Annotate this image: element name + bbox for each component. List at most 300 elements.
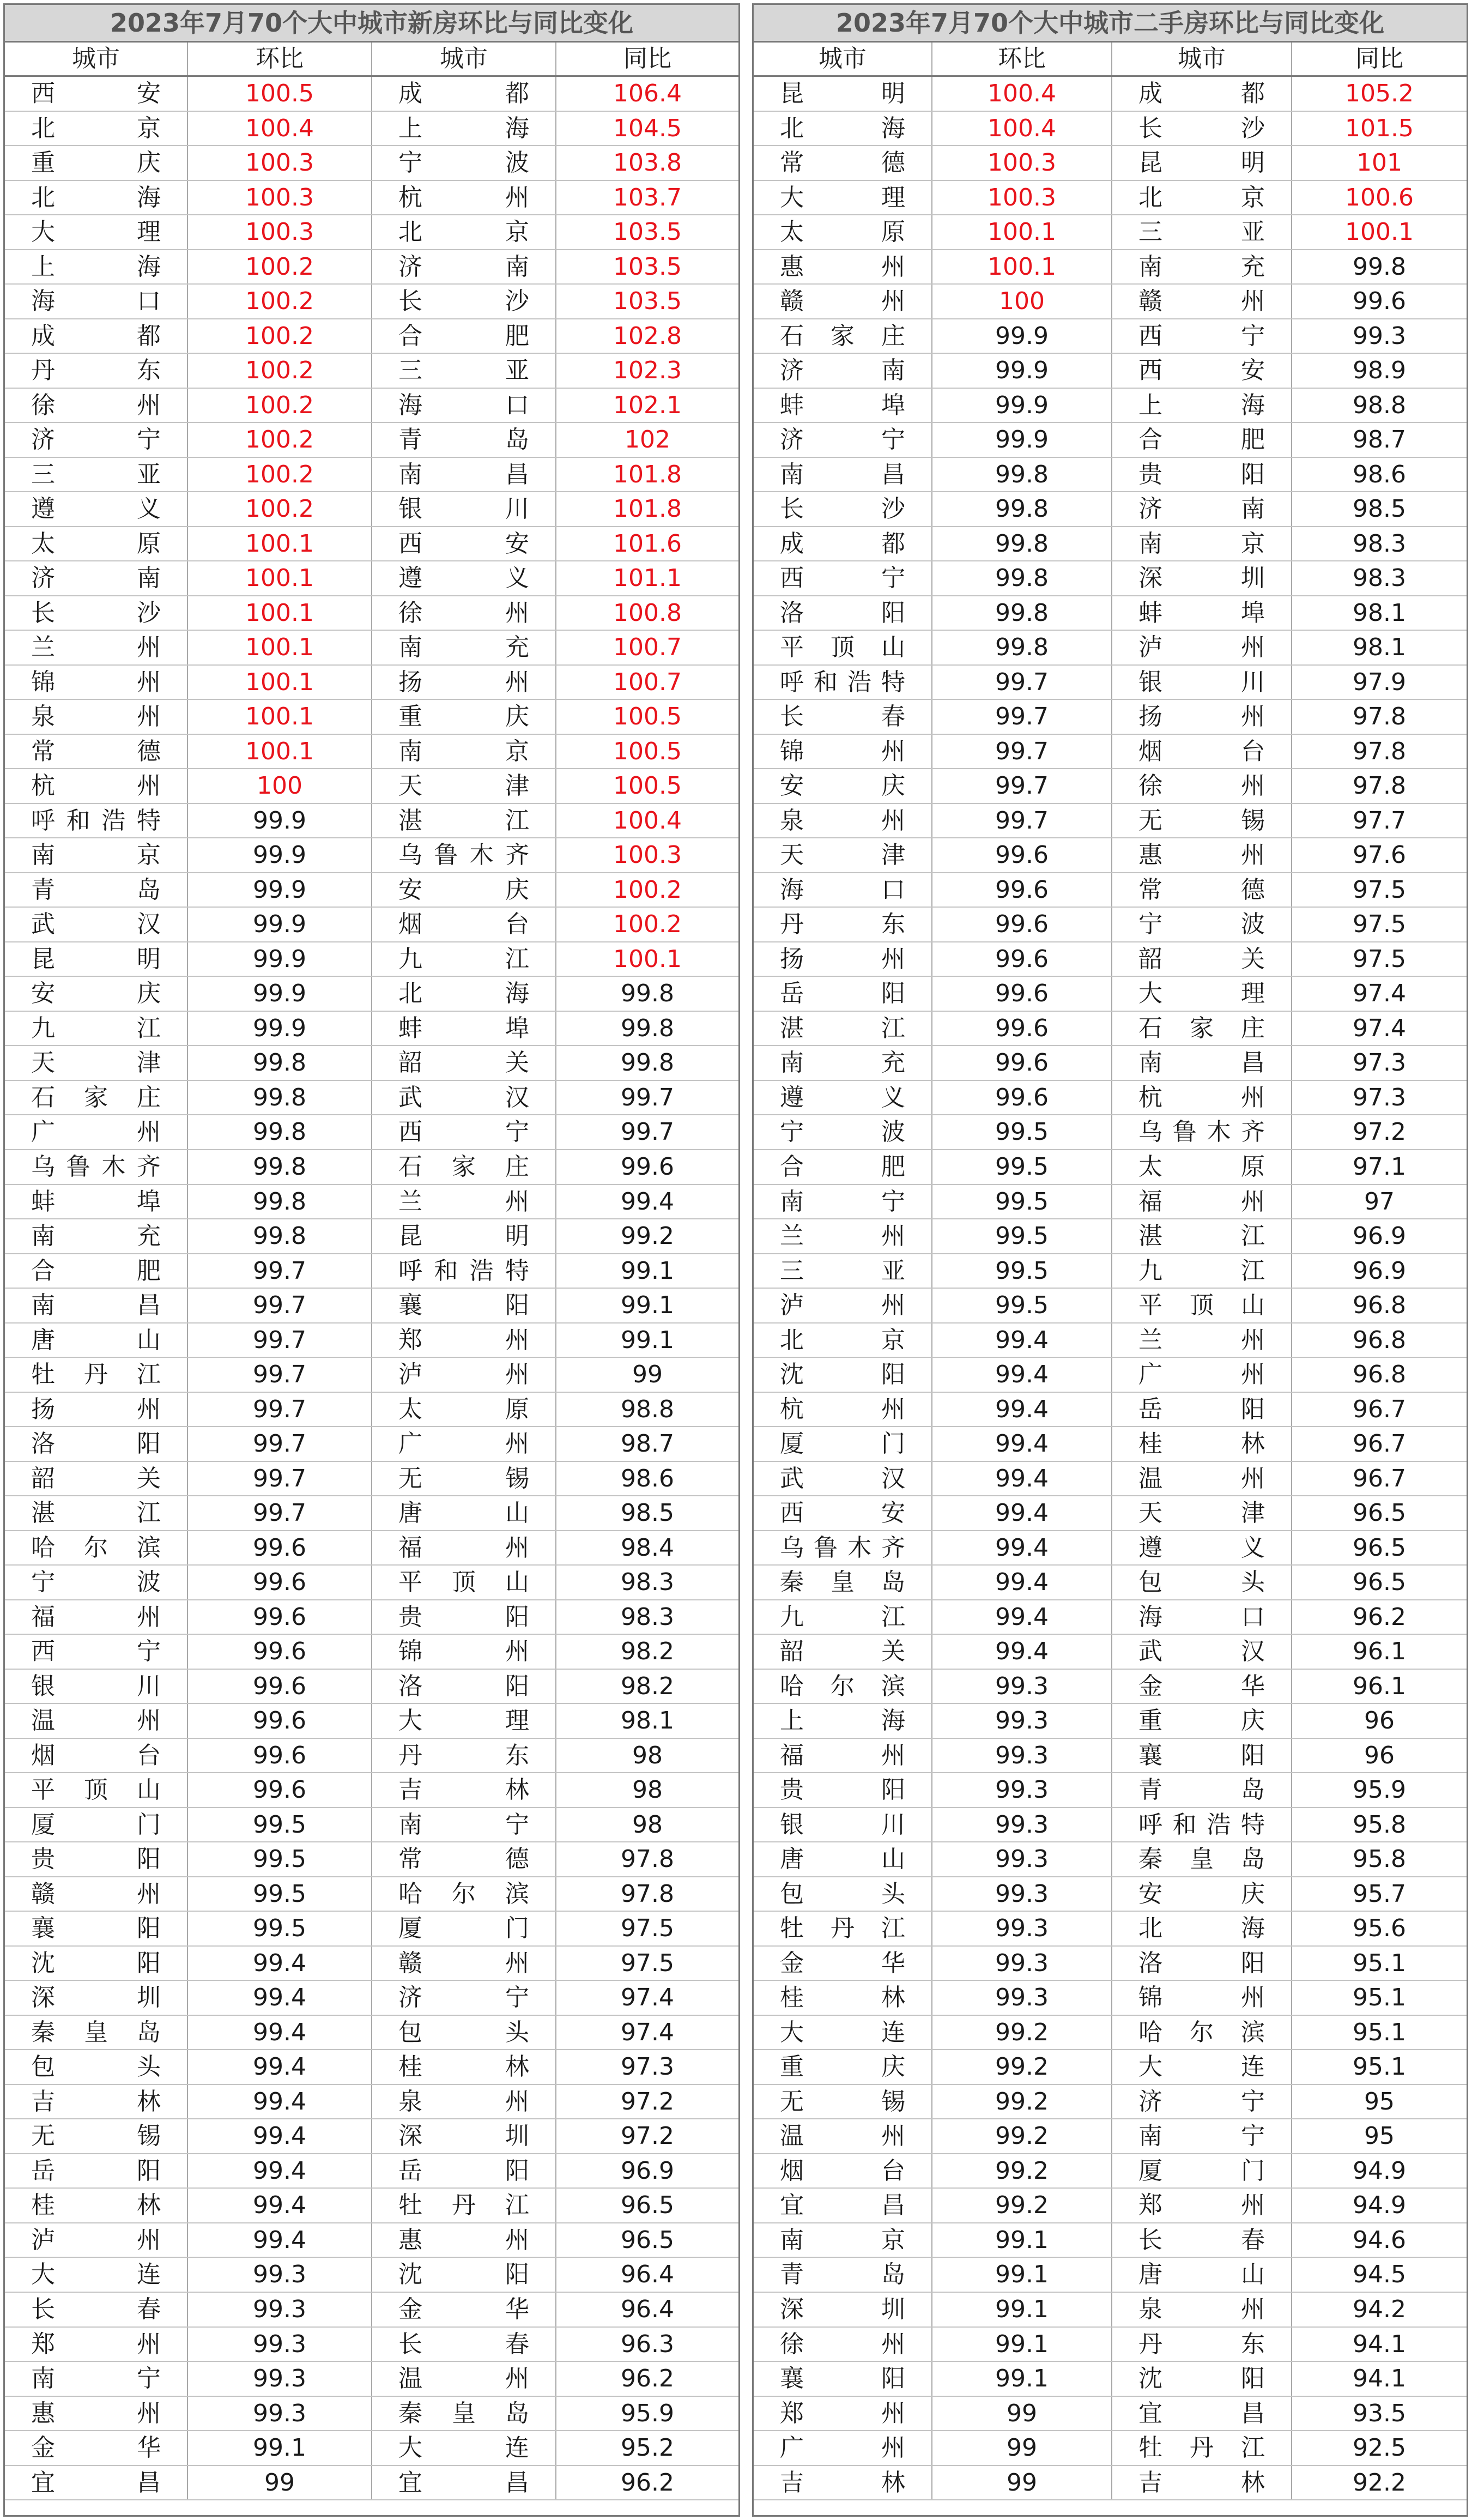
yoy-value-cell: 99.8 [621,980,674,1008]
mom-value-cell: 100.1 [932,215,1112,249]
city-mom-cell: 重庆 [5,146,188,180]
city-yoy-cell: 上海 [1112,389,1292,422]
yoy-value-cell: 98.4 [621,1533,674,1562]
city-mom-cell: 成都 [5,319,188,353]
city-yoy-cell: 安庆 [372,873,556,907]
city-mom-cell: 遵义 [5,492,188,526]
yoy-value-cell: 103.8 [613,149,682,177]
city-yoy-cell: 石家庄 [372,1150,556,1184]
city-mom-cell: 襄阳 [754,2362,932,2396]
header-mom: 环比 [188,43,372,75]
table-row [754,1877,1467,1912]
city-mom-cell: 洛阳 [5,1427,188,1461]
new-home-header-row [5,43,738,77]
city-yoy-cell: 兰州 [372,1185,556,1219]
mom-value-cell: 99.6 [932,1012,1112,1046]
city-mom-cell: 福州 [5,1600,188,1634]
city-yoy-cell: 湛江 [1112,1219,1292,1253]
city-mom-cell: 长春 [5,2293,188,2326]
mom-value-cell: 99.7 [932,666,1112,699]
yoy-value-cell: 92.5 [1353,2434,1406,2462]
city-yoy-cell: 合肥 [1112,423,1292,457]
table-row [5,1981,738,2016]
table-row [754,492,1467,527]
mom-value-cell: 99.6 [188,1704,372,1738]
yoy-value-cell: 97 [1364,1187,1395,1216]
city-mom-cell: 石家庄 [5,1081,188,1115]
table-row [5,2293,738,2328]
table-row [5,1462,738,1497]
yoy-value-cell: 102.8 [613,322,682,350]
city-yoy-cell: 济宁 [1112,2085,1292,2119]
table-row [5,1947,738,1981]
city-yoy-cell: 济南 [1112,492,1292,526]
city-yoy-cell: 岳阳 [372,2154,556,2188]
city-yoy-cell: 温州 [1112,1462,1292,1496]
city-yoy-cell: 杭州 [1112,1081,1292,1115]
yoy-value-cell: 99.4 [621,1187,674,1216]
mom-value-cell: 99.4 [932,1358,1112,1392]
city-yoy-cell: 徐州 [1112,769,1292,803]
mom-value-cell: 99.3 [932,1947,1112,1980]
mom-value-cell: 99.9 [932,354,1112,388]
table-row [5,873,738,908]
city-mom-cell: 锦州 [754,735,932,769]
yoy-value-cell: 97.6 [1353,841,1406,869]
city-yoy-cell: 韶关 [372,1046,556,1080]
yoy-value-cell: 95.1 [1353,2053,1406,2081]
yoy-value-cell: 99.6 [1353,287,1406,316]
city-mom-cell: 唐山 [754,1842,932,1876]
mom-value-cell: 99.4 [932,1566,1112,1599]
mom-value-cell: 99.3 [932,1773,1112,1807]
city-mom-cell: 郑州 [5,2328,188,2361]
city-mom-cell: 南宁 [5,2362,188,2396]
city-yoy-cell: 九江 [1112,1254,1292,1288]
city-mom-cell: 赣州 [754,285,932,318]
city-yoy-cell: 宜昌 [1112,2397,1292,2431]
city-yoy-cell: 乌鲁木齐 [1112,1115,1292,1149]
yoy-value-cell: 98.2 [621,1637,674,1666]
table-row [5,700,738,735]
table-row [5,1842,738,1877]
yoy-value-cell: 97.2 [621,2122,674,2150]
table-row [754,908,1467,942]
city-yoy-cell: 长春 [1112,2223,1292,2257]
city-yoy-cell: 贵阳 [1112,458,1292,492]
yoy-value-cell: 102.3 [613,356,682,385]
yoy-value-cell: 95 [1364,2087,1395,2116]
table-row [754,1566,1467,1600]
city-yoy-cell: 安庆 [1112,1877,1292,1911]
yoy-value-cell: 96.5 [621,2226,674,2254]
city-mom-cell: 金华 [754,1947,932,1980]
city-mom-cell: 哈尔滨 [5,1531,188,1565]
city-mom-cell: 长沙 [5,596,188,630]
mom-value-cell: 99.9 [188,804,372,838]
mom-value-cell: 99.5 [932,1254,1112,1288]
yoy-value-cell: 101.5 [1345,114,1414,142]
mom-value-cell: 99.3 [932,1981,1112,2015]
header-mom: 环比 [932,43,1112,75]
mom-value-cell: 99.8 [932,492,1112,526]
second-hand-body [754,77,1467,2500]
yoy-value-cell: 97.4 [1353,1014,1406,1042]
city-yoy-cell: 乌鲁木齐 [372,838,556,872]
city-yoy-cell: 南昌 [1112,1046,1292,1080]
mom-value-cell: 99.4 [932,1462,1112,1496]
table-row [5,1773,738,1808]
header-city-mom: 城市 [754,43,932,75]
table-row [754,1496,1467,1531]
table-row [754,977,1467,1012]
city-mom-cell: 湛江 [754,1012,932,1046]
city-yoy-cell: 太原 [1112,1150,1292,1184]
mom-value-cell: 99.4 [932,1427,1112,1461]
city-mom-cell: 九江 [5,1012,188,1046]
yoy-value-cell: 96.9 [1353,1256,1406,1285]
table-row [754,1081,1467,1116]
city-yoy-cell: 济南 [372,250,556,284]
city-mom-cell: 银川 [754,1808,932,1842]
city-mom-cell: 南宁 [754,1185,932,1219]
city-yoy-cell: 金华 [372,2293,556,2326]
mom-value-cell: 99.4 [188,1947,372,1980]
yoy-value-cell: 98.9 [1353,356,1406,385]
table-row [754,735,1467,770]
yoy-value-cell: 96.5 [1353,1499,1406,1527]
city-mom-cell: 无锡 [5,2119,188,2153]
table-row [754,1600,1467,1635]
city-mom-cell: 惠州 [754,250,932,284]
city-yoy-cell: 哈尔滨 [1112,2016,1292,2050]
mom-value-cell: 99.2 [932,2050,1112,2084]
table-row [754,1635,1467,1670]
yoy-value-cell: 95.9 [621,2399,674,2427]
city-yoy-cell: 重庆 [372,700,556,734]
table-row [5,2362,738,2397]
table-row [5,1324,738,1358]
city-yoy-cell: 深圳 [372,2119,556,2153]
table-row [5,1393,738,1428]
table-row [754,873,1467,908]
yoy-value-cell: 96.8 [1353,1326,1406,1354]
city-yoy-cell: 西安 [1112,354,1292,388]
city-mom-cell: 广州 [5,1115,188,1149]
table-row [5,458,738,493]
yoy-value-cell: 98.7 [621,1430,674,1458]
city-mom-cell: 兰州 [5,631,188,664]
table-row [5,112,738,147]
table-row [5,250,738,285]
city-mom-cell: 哈尔滨 [754,1670,932,1703]
city-yoy-cell: 南昌 [372,458,556,492]
table-row [5,908,738,942]
yoy-value-cell: 103.5 [613,252,682,281]
table-row [5,2016,738,2051]
city-yoy-cell: 烟台 [1112,735,1292,769]
city-yoy-cell: 福州 [372,1531,556,1565]
city-yoy-cell: 包头 [1112,1566,1292,1599]
yoy-value-cell: 99 [632,1361,663,1389]
city-mom-cell: 桂林 [754,1981,932,2015]
yoy-value-cell: 97.3 [621,2053,674,2081]
city-yoy-cell: 遵义 [1112,1531,1292,1565]
table-row [5,942,738,977]
table-row [754,1947,1467,1981]
mom-value-cell: 100.2 [188,492,372,526]
table-row [5,2119,738,2154]
city-yoy-cell: 北海 [1112,1912,1292,1945]
city-mom-cell: 天津 [5,1046,188,1080]
city-mom-cell: 呼和浩特 [754,666,932,699]
city-yoy-cell: 徐州 [372,596,556,630]
city-mom-cell: 南京 [754,2223,932,2257]
city-yoy-cell: 成都 [1112,77,1292,111]
city-yoy-cell: 重庆 [1112,1704,1292,1738]
city-mom-cell: 武汉 [5,908,188,941]
city-yoy-cell: 烟台 [372,908,556,941]
table-row [754,2189,1467,2223]
yoy-value-cell: 97.8 [1353,703,1406,731]
table-row [5,1704,738,1739]
city-mom-cell: 襄阳 [5,1912,188,1945]
table-row [754,1981,1467,2016]
yoy-value-cell: 97.5 [621,1949,674,1977]
table-row [5,492,738,527]
yoy-value-cell: 95.8 [1353,1845,1406,1874]
city-mom-cell: 福州 [754,1739,932,1773]
city-mom-cell: 西宁 [5,1635,188,1669]
header-city-yoy: 城市 [372,43,556,75]
mom-value-cell: 99.4 [188,2154,372,2188]
table-row [754,942,1467,977]
yoy-value-cell: 100.1 [1345,218,1414,246]
city-yoy-cell: 郑州 [372,1324,556,1357]
table-row [754,2154,1467,2189]
mom-value-cell: 99.2 [932,2085,1112,2119]
city-yoy-cell: 广州 [1112,1358,1292,1392]
table-row [754,423,1467,458]
table-row [754,1842,1467,1877]
mom-value-cell: 99.5 [188,1877,372,1911]
yoy-value-cell: 100.7 [613,633,682,662]
table-row [754,838,1467,873]
city-yoy-cell: 南宁 [372,1808,556,1842]
city-yoy-cell: 上海 [372,112,556,146]
city-mom-cell: 南昌 [754,458,932,492]
table-row [5,354,738,389]
mom-value-cell: 99.6 [932,942,1112,976]
mom-value-cell: 99.9 [932,423,1112,457]
city-yoy-cell: 天津 [372,769,556,803]
table-row [754,2119,1467,2154]
yoy-value-cell: 100.6 [1345,183,1414,211]
yoy-value-cell: 97.2 [621,2087,674,2116]
table-row [754,2431,1467,2466]
mom-value-cell: 99.3 [188,2328,372,2361]
yoy-value-cell: 99.8 [621,1049,674,1077]
table-row [5,181,738,216]
yoy-value-cell: 97.8 [621,1845,674,1874]
table-row [5,285,738,319]
table-row [5,769,738,804]
mom-value-cell: 99 [932,2397,1112,2431]
city-mom-cell: 北京 [5,112,188,146]
city-mom-cell: 呼和浩特 [5,804,188,838]
table-row [5,1877,738,1912]
mom-value-cell: 99.9 [188,977,372,1011]
city-mom-cell: 宜昌 [5,2466,188,2500]
yoy-value-cell: 94.2 [1353,2295,1406,2323]
mom-value-cell: 99.6 [932,977,1112,1011]
table-row [754,389,1467,424]
mom-value-cell: 99.7 [932,804,1112,838]
yoy-value-cell: 95.6 [1353,1914,1406,1943]
yoy-value-cell: 99.1 [621,1291,674,1320]
city-mom-cell: 烟台 [754,2154,932,2188]
table-row [5,2154,738,2189]
city-yoy-cell: 泉州 [372,2085,556,2119]
table-row [5,1670,738,1705]
city-yoy-cell: 福州 [1112,1185,1292,1219]
mom-value-cell: 99.5 [188,1912,372,1945]
city-mom-cell: 宜昌 [754,2189,932,2222]
city-yoy-cell: 大连 [1112,2050,1292,2084]
mom-value-cell: 100.1 [932,250,1112,284]
yoy-value-cell: 96.3 [621,2330,674,2358]
city-mom-cell: 牡丹江 [5,1358,188,1392]
city-mom-cell: 重庆 [754,2050,932,2084]
city-mom-cell: 青岛 [5,873,188,907]
mom-value-cell: 99.6 [188,1531,372,1565]
city-yoy-cell: 遵义 [372,561,556,595]
mom-value-cell: 99.9 [932,389,1112,422]
city-mom-cell: 乌鲁木齐 [5,1150,188,1184]
city-mom-cell: 昆明 [754,77,932,111]
city-yoy-cell: 呼和浩特 [1112,1808,1292,1842]
city-mom-cell: 武汉 [754,1462,932,1496]
city-yoy-cell: 牡丹江 [372,2189,556,2222]
city-yoy-cell: 襄阳 [1112,1739,1292,1773]
mom-value-cell: 100.3 [188,215,372,249]
city-yoy-cell: 襄阳 [372,1289,556,1322]
city-mom-cell: 包头 [5,2050,188,2084]
mom-value-cell: 99.5 [188,1808,372,1842]
yoy-value-cell: 97.5 [1353,875,1406,904]
yoy-value-cell: 98.3 [621,1568,674,1597]
city-yoy-cell: 太原 [372,1393,556,1427]
mom-value-cell: 99.6 [932,908,1112,941]
yoy-value-cell: 97.9 [1353,668,1406,696]
table-row [5,1046,738,1081]
city-yoy-cell: 合肥 [372,319,556,353]
city-yoy-cell: 常德 [372,1842,556,1876]
mom-value-cell: 99.9 [188,908,372,941]
second-hand-table [752,3,1468,2517]
city-mom-cell: 常德 [5,735,188,769]
mom-value-cell: 99.9 [188,873,372,907]
mom-value-cell: 99.8 [932,631,1112,664]
mom-value-cell: 100.1 [188,735,372,769]
table-row [754,2328,1467,2362]
city-yoy-cell: 秦皇岛 [1112,1842,1292,1876]
city-mom-cell: 蚌埠 [5,1185,188,1219]
city-mom-cell: 北海 [5,181,188,215]
table-row [5,1739,738,1774]
city-mom-cell: 洛阳 [754,596,932,630]
mom-value-cell: 99 [188,2466,372,2500]
yoy-value-cell: 98.8 [1353,391,1406,419]
table-row [5,215,738,250]
yoy-value-cell: 101.6 [613,529,682,558]
city-mom-cell: 丹东 [754,908,932,941]
city-yoy-cell: 蚌埠 [1112,596,1292,630]
city-yoy-cell: 泸州 [372,1358,556,1392]
yoy-value-cell: 98.2 [621,1672,674,1700]
table-row [5,666,738,700]
city-yoy-cell: 洛阳 [1112,1947,1292,1980]
table-row [5,1358,738,1393]
yoy-value-cell: 96.2 [1353,1603,1406,1631]
yoy-value-cell: 96.5 [621,2191,674,2220]
table-row [5,423,738,458]
yoy-value-cell: 97.4 [1353,980,1406,1008]
city-mom-cell: 岳阳 [5,2154,188,2188]
table-row [754,250,1467,285]
table-row [754,146,1467,181]
table-row [754,2050,1467,2085]
table-row [754,1393,1467,1428]
city-mom-cell: 赣州 [5,1877,188,1911]
mom-value-cell: 99.3 [932,1808,1112,1842]
table-row [754,458,1467,493]
city-mom-cell: 唐山 [5,1324,188,1357]
yoy-value-cell: 104.5 [613,114,682,142]
yoy-value-cell: 98.5 [1353,495,1406,523]
table-row [5,977,738,1012]
yoy-value-cell: 96.8 [1353,1291,1406,1320]
yoy-value-cell: 93.5 [1353,2399,1406,2427]
mom-value-cell: 100.3 [188,146,372,180]
mom-value-cell: 100.2 [188,389,372,422]
mom-value-cell: 100.3 [932,181,1112,215]
table-row [5,735,738,770]
city-yoy-cell: 丹东 [1112,2328,1292,2361]
city-mom-cell: 三亚 [754,1254,932,1288]
city-mom-cell: 合肥 [5,1254,188,1288]
table-row [5,2223,738,2258]
city-yoy-cell: 昆明 [372,1219,556,1253]
mom-value-cell: 99.5 [188,1842,372,1876]
mom-value-cell: 99.4 [188,2119,372,2153]
yoy-value-cell: 103.5 [613,218,682,246]
city-yoy-cell: 长沙 [372,285,556,318]
city-mom-cell: 合肥 [754,1150,932,1184]
mom-value-cell: 99.1 [932,2362,1112,2396]
table-row [5,1081,738,1116]
mom-value-cell: 99.3 [188,2362,372,2396]
table-row [754,1046,1467,1081]
city-mom-cell: 杭州 [5,769,188,803]
mom-value-cell: 99.3 [932,1842,1112,1876]
yoy-value-cell: 100.5 [613,737,682,765]
table-row [754,2362,1467,2397]
mom-value-cell: 99.5 [932,1115,1112,1149]
yoy-value-cell: 100.7 [613,668,682,696]
yoy-value-cell: 95.7 [1353,1880,1406,1908]
mom-value-cell: 99.3 [188,2293,372,2326]
